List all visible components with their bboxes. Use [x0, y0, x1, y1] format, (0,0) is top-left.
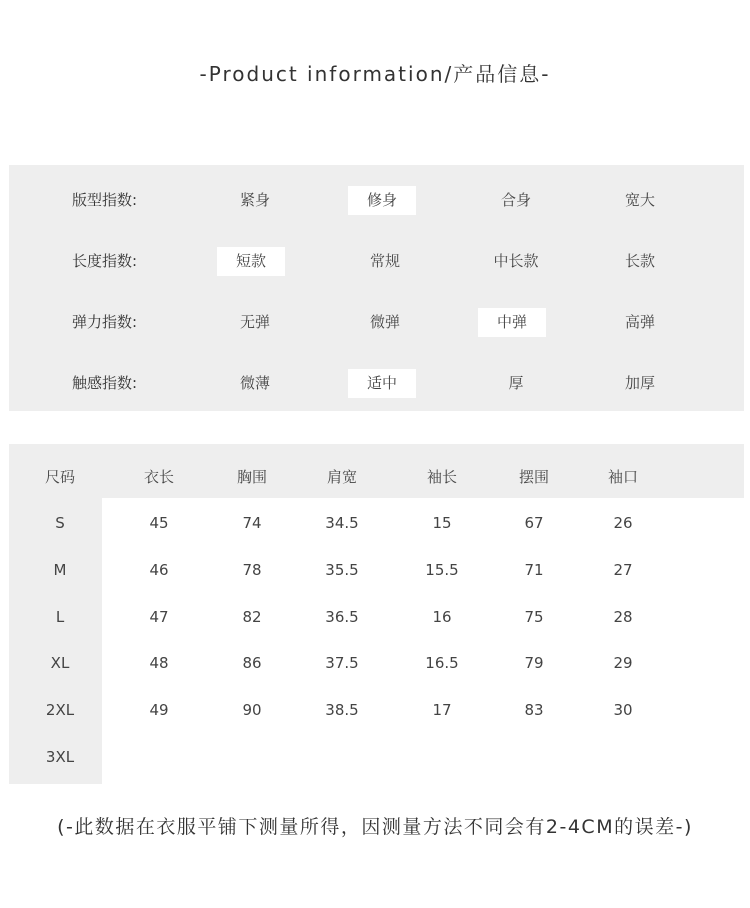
index-label: 版型指数: — [71, 191, 138, 209]
index-option: 紧身 — [239, 191, 270, 209]
size-cell: 2XL — [45, 701, 75, 719]
size-header: 尺码 — [44, 468, 75, 486]
size-header: 摆围 — [518, 468, 549, 486]
size-header: 肩宽 — [326, 468, 357, 486]
fit-index-table — [9, 165, 744, 411]
index-row-fit — [9, 180, 744, 220]
index-option: 微薄 — [239, 374, 270, 392]
size-cell: 49 — [149, 701, 169, 719]
size-cell: M — [53, 561, 67, 579]
size-cell: 3XL — [45, 748, 75, 766]
index-row-length — [9, 241, 744, 281]
size-cell: 34.5 — [325, 514, 359, 532]
size-cell: 45 — [149, 514, 169, 532]
index-option: 微弹 — [369, 313, 400, 331]
size-cell: 29 — [613, 654, 633, 672]
index-row-touch — [9, 363, 744, 403]
size-header: 衣长 — [143, 468, 174, 486]
size-cell: 90 — [242, 701, 262, 719]
size-cell: 27 — [613, 561, 633, 579]
size-cell: 15.5 — [425, 561, 459, 579]
size-cell: S — [55, 514, 65, 532]
size-cell: 86 — [242, 654, 262, 672]
index-option: 高弹 — [624, 313, 655, 331]
index-row-elasticity — [9, 302, 744, 342]
size-cell: 82 — [242, 608, 262, 626]
size-cell: 30 — [613, 701, 633, 719]
size-cell: 16 — [432, 608, 452, 626]
size-cell: 75 — [524, 608, 544, 626]
index-option: 中长款 — [493, 252, 539, 270]
size-cell: 78 — [242, 561, 262, 579]
size-cell: 36.5 — [325, 608, 359, 626]
size-cell: 47 — [149, 608, 169, 626]
page-title: -Product information/产品信息- — [199, 62, 551, 86]
index-option: 厚 — [508, 374, 524, 392]
size-cell: 79 — [524, 654, 544, 672]
size-cell: XL — [50, 654, 70, 672]
index-label: 弹力指数: — [71, 313, 138, 331]
size-cell: 46 — [149, 561, 169, 579]
size-cell: 26 — [613, 514, 633, 532]
size-cell: 37.5 — [325, 654, 359, 672]
size-cell: 38.5 — [325, 701, 359, 719]
size-header: 胸围 — [236, 468, 267, 486]
size-cell: 74 — [242, 514, 262, 532]
size-header: 袖口 — [607, 468, 638, 486]
size-cell: 67 — [524, 514, 544, 532]
index-label: 长度指数: — [71, 252, 138, 270]
index-option: 常规 — [369, 252, 400, 270]
index-option-selected: 短款 — [217, 247, 285, 276]
size-cell: 17 — [432, 701, 452, 719]
size-cell: 28 — [613, 608, 633, 626]
index-option-selected: 中弹 — [478, 308, 546, 337]
size-cell: L — [55, 608, 65, 626]
size-cell: 71 — [524, 561, 544, 579]
size-cell: 16.5 — [425, 654, 459, 672]
index-option: 加厚 — [624, 374, 655, 392]
index-option: 宽大 — [624, 191, 655, 209]
size-cell: 35.5 — [325, 561, 359, 579]
measurement-note: (-此数据在衣服平铺下测量所得，因测量方法不同会有2-4CM的误差-) — [57, 816, 693, 838]
size-cell: 15 — [432, 514, 452, 532]
size-cell: 83 — [524, 701, 544, 719]
size-table — [9, 444, 744, 784]
index-option-selected: 适中 — [348, 369, 416, 398]
size-header: 袖长 — [426, 468, 457, 486]
index-option-selected: 修身 — [348, 186, 416, 215]
index-label: 触感指数: — [71, 374, 138, 392]
size-cell: 48 — [149, 654, 169, 672]
index-option: 合身 — [500, 191, 531, 209]
index-option: 长款 — [624, 252, 655, 270]
index-option: 无弹 — [239, 313, 270, 331]
